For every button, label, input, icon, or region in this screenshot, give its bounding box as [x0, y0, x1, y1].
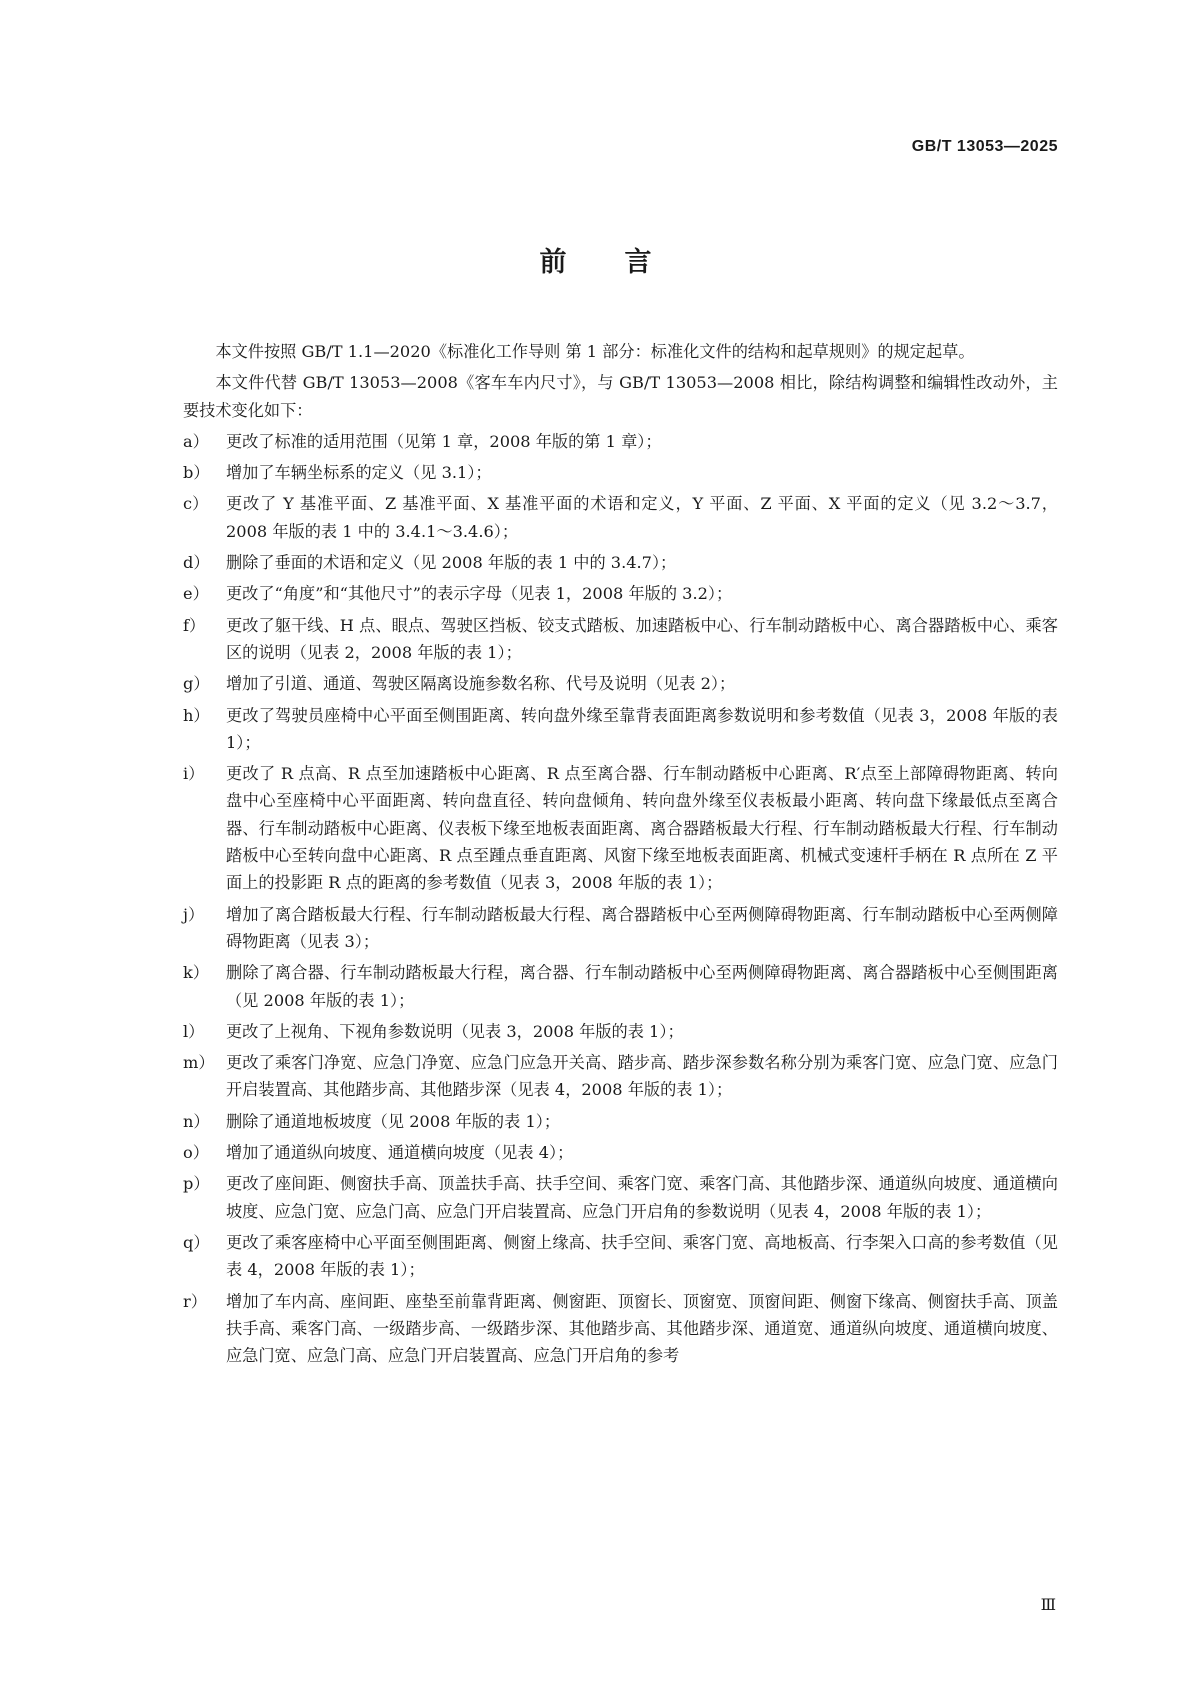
change-item-g — [183, 670, 1058, 697]
change-item-n — [183, 1108, 1058, 1135]
change-item-i — [183, 760, 1058, 896]
change-item-m — [183, 1049, 1058, 1104]
item-label: m） — [183, 1053, 215, 1073]
item-label: j） — [183, 904, 205, 924]
paragraph-drafting-basis: 本文件按照 GB/T 1.1—2020《标准化工作导则 第 1 部分：标准化文件的结构和起草规则》的规定起草。 — [215, 342, 975, 361]
item-label: k） — [183, 963, 209, 983]
item-text: 删除了通道地板坡度（见 2008 年版的表 1）； — [226, 1111, 561, 1131]
change-item-l — [183, 1018, 1058, 1045]
change-item-r — [183, 1288, 1058, 1370]
change-item-q — [183, 1229, 1058, 1284]
item-label: e） — [183, 584, 209, 604]
item-text: 更改了躯干线、H 点、眼点、驾驶区挡板、铰支式踏板、加速踏板中心、行车制动踏板中心、离合器踏板中心、乘客区的说明（见表 2，2008 年版的表 1）； — [226, 615, 1058, 662]
item-text: 更改了乘客座椅中心平面至侧围距离、侧窗上缘高、扶手空间、乘客门宽、高地板高、行李架入口高的参考数值（见表 4，2008 年版的表 1）； — [226, 1232, 1058, 1280]
item-text: 删除了离合器、行车制动踏板最大行程，离合器、行车制动踏板中心至两侧障碍物距离、离合器踏板中心至侧围距离（见 2008 年版的表 1）； — [226, 963, 1058, 1010]
change-item-o — [183, 1139, 1058, 1166]
paragraph-replacement-note: 本文件代替 GB/T 13053—2008《客车车内尺寸》，与 GB/T 13053—2008 相比，除结构调整和编辑性改动外，主要技术变化如下： — [183, 373, 1058, 420]
item-label: r） — [183, 1291, 207, 1311]
item-text: 更改了标准的适用范围（见第 1 章，2008 年版的第 1 章）； — [226, 431, 662, 451]
item-text: 增加了离合踏板最大行程、行车制动踏板最大行程、离合器踏板中心至两侧障碍物距离、行车制动踏板中心至两侧障碍物距离（见表 3）； — [226, 904, 1058, 951]
item-text: 增加了车内高、座间距、座垫至前靠背距离、侧窗距、顶窗长、顶窗宽、顶窗间距、侧窗下缘高、侧窗扶手高、顶盖扶手高、乘客门高、一级踏步高、一级踏步深、其他踏步高、其他踏步深、通道宽、通道纵向坡度、通道横向坡度、应急门宽、应急门高、应急门开启装置高、应急门开启角的参考 — [226, 1291, 1058, 1366]
item-label: a） — [183, 431, 209, 451]
page-title-char-2: 言 — [624, 247, 652, 278]
item-text: 更改了 R 点高、R 点至加速踏板中心距离、R 点至离合器、行车制动踏板中心距离、R′点至上部障碍物距离、转向盘中心至座椅中心平面距离、转向盘直径、转向盘倾角、转向盘外缘至仪表板最小距离、转向盘下缘最低点至离合器、行车制动踏板中心距离、仪表板下缘至地板表面距离、离合器踏板最大行程、行车制动踏板最大行程、行车制动踏板中心至转向盘中心距离、R 点至踵点垂直距离、风窗下缘至地板表面距离、机械式变速杆手柄在 R 点所在 Z 平面上的投影距 R 点的距离的参考数值（见表 3，2008 年版的表 1）； — [226, 764, 1058, 893]
page-title — [0, 243, 1191, 283]
change-item-j — [183, 901, 1058, 956]
change-item-h — [183, 702, 1058, 757]
page-number: Ⅲ — [1040, 1597, 1056, 1614]
item-label: l） — [183, 1021, 205, 1041]
item-label: b） — [183, 463, 210, 483]
item-text: 删除了垂面的术语和定义（见 2008 年版的表 1 中的 3.4.7）； — [226, 553, 677, 573]
item-label: o） — [183, 1143, 209, 1163]
change-item-c — [183, 490, 1058, 545]
item-text: 增加了引道、通道、驾驶区隔离设施参数名称、代号及说明（见表 2）； — [226, 674, 736, 694]
item-label: i） — [183, 764, 205, 784]
document-body — [183, 338, 1058, 1373]
change-item-f — [183, 612, 1058, 667]
change-item-k — [183, 959, 1058, 1014]
item-text: 更改了“角度”和“其他尺寸”的表示字母（见表 1，2008 年版的 3.2）； — [226, 584, 733, 604]
item-text: 更改了乘客门净宽、应急门净宽、应急门应急开关高、踏步高、踏步深参数名称分别为乘客门宽、应急门宽、应急门开启装置高、其他踏步高、其他踏步深（见表 4，2008 年版的表 1）； — [226, 1053, 1058, 1100]
change-item-p — [183, 1170, 1058, 1225]
item-label: f） — [183, 615, 206, 635]
change-item-b — [183, 459, 1058, 486]
item-text: 更改了上视角、下视角参数说明（见表 3，2008 年版的表 1）； — [226, 1021, 684, 1041]
document-header-code: GB/T 13053—2025 — [911, 138, 1058, 155]
change-item-e — [183, 580, 1058, 607]
page-title-char-1: 前 — [539, 247, 567, 278]
item-label: g） — [183, 674, 210, 694]
item-label: c） — [183, 494, 209, 514]
item-text: 更改了 Y 基准平面、Z 基准平面、X 基准平面的术语和定义，Y 平面、Z 平面、X 平面的定义（见 3.2～3.7，2008 年版的表 1 中的 3.4.1～3.4.6）； — [226, 494, 1058, 541]
change-item-d — [183, 549, 1058, 576]
item-label: q） — [183, 1232, 210, 1252]
item-label: d） — [183, 553, 210, 573]
item-label: n） — [183, 1111, 210, 1131]
item-label: p） — [183, 1174, 210, 1194]
item-label: h） — [183, 705, 210, 725]
item-text: 增加了车辆坐标系的定义（见 3.1）； — [226, 463, 492, 483]
item-text: 增加了通道纵向坡度、通道横向坡度（见表 4）； — [226, 1143, 574, 1163]
item-text: 更改了驾驶员座椅中心平面至侧围距离、转向盘外缘至靠背表面距离参数说明和参考数值（见表 3，2008 年版的表 1）； — [226, 705, 1058, 752]
item-text: 更改了座间距、侧窗扶手高、顶盖扶手高、扶手空间、乘客门宽、乘客门高、其他踏步深、通道纵向坡度、通道横向坡度、应急门宽、应急门高、应急门开启装置高、应急门开启角的参数说明（见表 4，2008 年版的表 1）； — [226, 1174, 1058, 1221]
change-item-a — [183, 428, 1058, 455]
